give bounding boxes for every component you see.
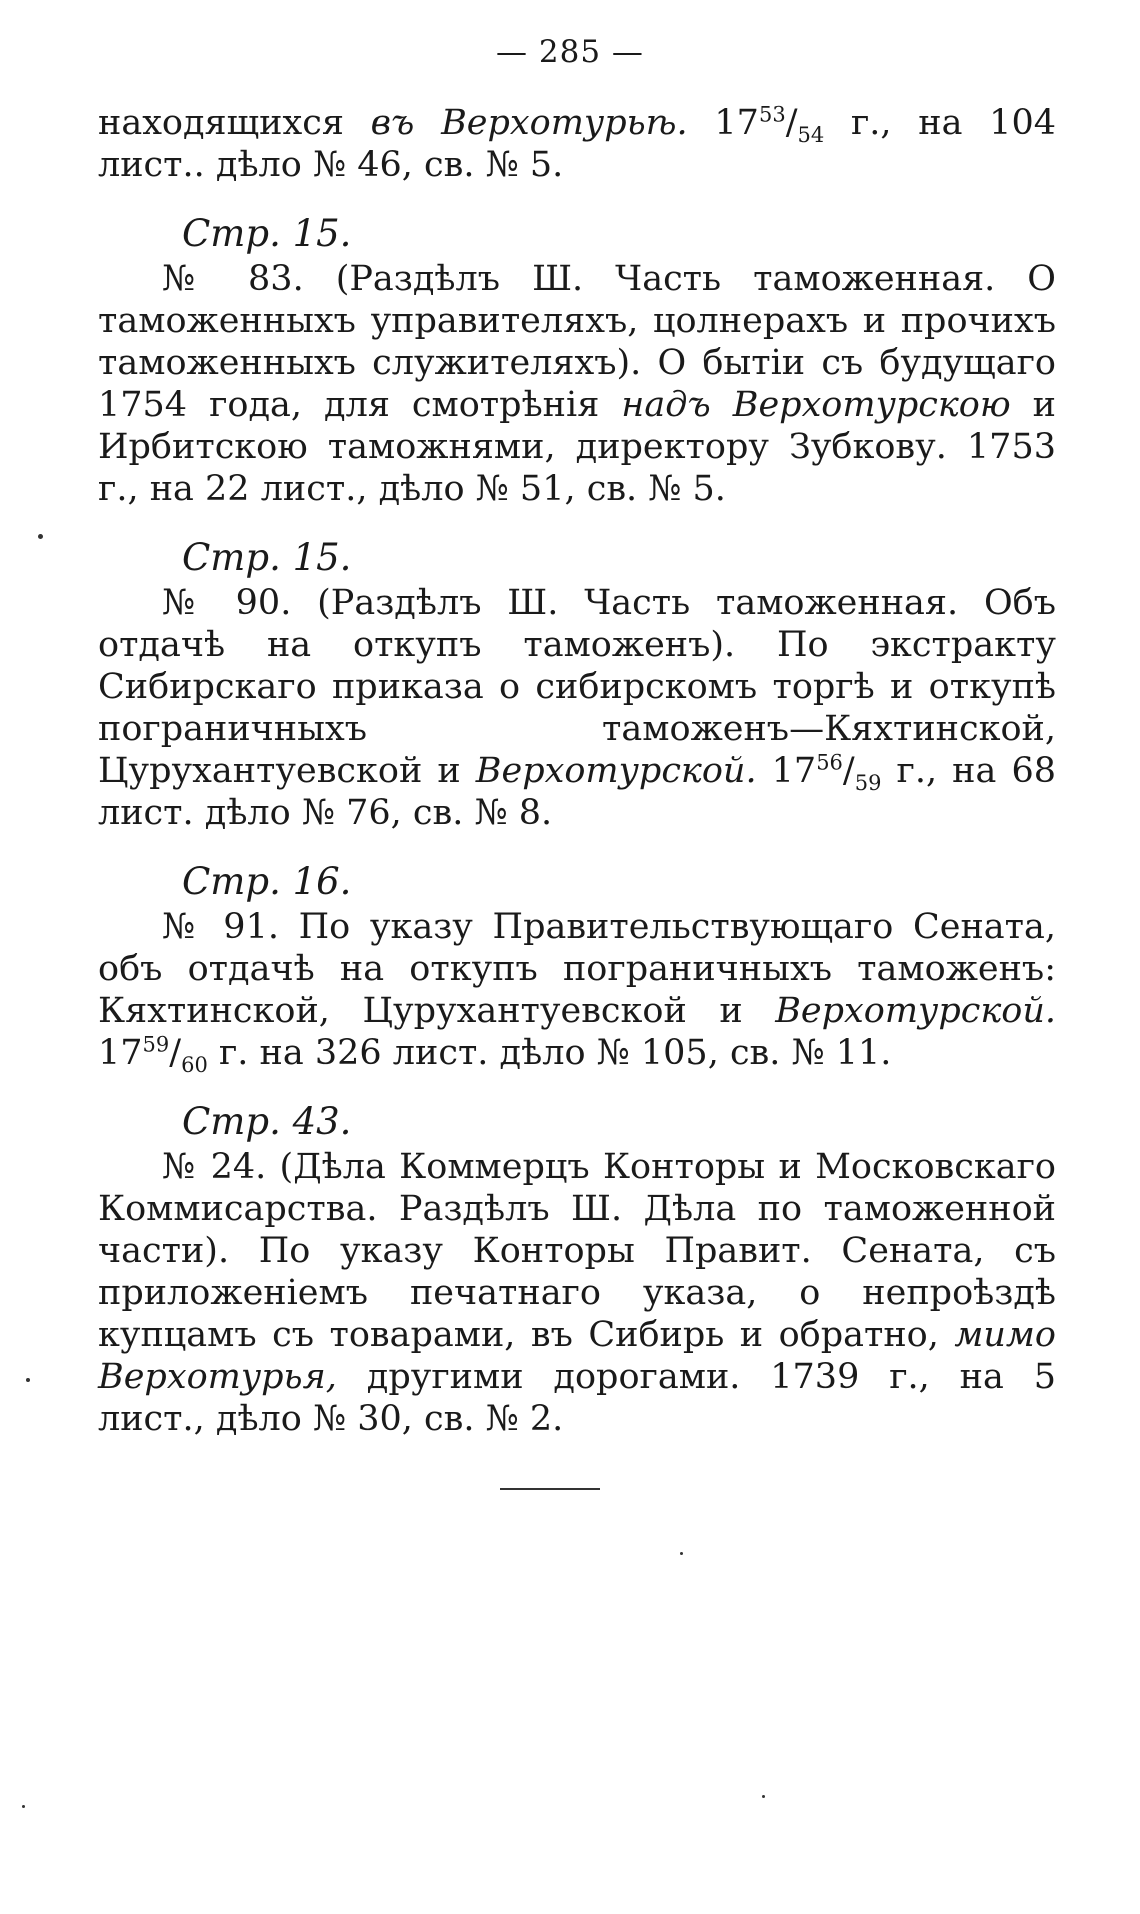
- entry-text: № 24. (Дѣла Коммерцъ Конторы и Московскаго Коммисарства. Раздѣлъ Ш. Дѣла по таможенной части). По указу Конторы Правит. Сената, съ приложеніемъ печатнаго указа, о непроѣздѣ купцамъ съ товарами, въ Сибирь и обратно,: [98, 1147, 1056, 1355]
- entry-text: г. на 326 лист. дѣло № 105, св. № 11.: [207, 1033, 892, 1073]
- entry-year: 17: [98, 1033, 143, 1073]
- scan-speck: [680, 1552, 683, 1555]
- text-column: [98, 102, 1056, 1440]
- entry-paragraph: [98, 1146, 1056, 1440]
- continuation-year: 17: [687, 103, 759, 143]
- continuation-suffix: г., на 104 лист.. дѣло № 46, св. № 5.: [98, 103, 1056, 185]
- page-reference: Стр. 15.: [182, 212, 352, 255]
- entry-year-sup: 59: [142, 1032, 170, 1057]
- scan-speck: [22, 1805, 25, 1808]
- entry-year-sub: 60: [181, 1053, 208, 1077]
- entry-text: № 83. (Раздѣлъ Ш. Часть таможенная. О таможенныхъ управителяхъ, цолнерахъ и прочихъ таможенныхъ служителяхъ). О бытіи съ будущаго 1754 года, для смотрѣнія: [98, 259, 1056, 425]
- scan-speck: [38, 534, 43, 539]
- continuation-year-sub: 54: [797, 123, 825, 147]
- entry-text: г., на 68 лист. дѣло № 76, св. № 8.: [98, 751, 1056, 833]
- entry-paragraph: [98, 258, 1056, 510]
- continuation-paragraph: находящихся въ Верхотурьѣ. $17^{53}/_{54}$ г., на 104 лист.. дѣло № 46, св. № 5.: [98, 102, 1056, 185]
- entry-text: другими дорогами. 1739 г., на 5 лист., дѣло № 30, св. № 2.: [98, 1357, 1056, 1439]
- scan-speck: [762, 1795, 765, 1798]
- entry-italic: мимо Верхотурья,: [98, 1315, 1056, 1397]
- continuation-italic: въ Верхотурьѣ.: [370, 103, 688, 143]
- entry-text: № 90. (Раздѣлъ Ш. Часть таможенная. Объ отдачѣ на откупъ таможенъ). По экстракту Сибирскаго приказа о сибирскомъ торгѣ и откупѣ пограничныхъ таможенъ—Кяхтинской, Цурухантуевской и: [98, 583, 1056, 791]
- page-reference: Стр. 15.: [182, 536, 352, 579]
- entry-italic: надъ Верхотурскою: [621, 385, 1011, 425]
- continuation-year-sup: 53: [758, 102, 786, 127]
- page-reference: Стр. 43.: [182, 1100, 352, 1143]
- entry-italic: Верхотурской.: [775, 991, 1056, 1031]
- page-number: — 285 —: [496, 34, 644, 70]
- entry-text: № 91. По указу Правительствующаго Сената, объ отдачѣ на откупъ пограничныхъ таможенъ: Кяхтинской, Цурухантуевской и: [98, 907, 1056, 1031]
- page-reference: Стр. 16.: [182, 860, 352, 903]
- entry-paragraph: № 91. По указу Правительствующаго Сената, объ отдачѣ на откупъ пограничныхъ таможенъ: Кяхтинской, Цурухантуевской и Верхотурской. $17^{59}/_{60}$ г. на 326 лист. дѣло № 105, св. № 11.: [98, 907, 1056, 1077]
- entry-paragraph: № 90. (Раздѣлъ Ш. Часть таможенная. Объ отдачѣ на откупъ таможенъ). По экстракту Сибирскаго приказа о сибирскомъ торгѣ и откупѣ пограничныхъ таможенъ—Кяхтинской, Цурухантуевской и Верхотурской. $17^{56}/_{59}$ г., на 68 лист. дѣло № 76, св. № 8.: [98, 583, 1056, 833]
- entry-italic: Верхотурской.: [475, 751, 757, 791]
- continuation-prefix: находящихся: [98, 103, 371, 143]
- entry-year-sub: 59: [854, 771, 882, 795]
- entry-text: и Ирбитскою таможнями, директору Зубкову. 1753 г., на 22 лист., дѣло № 51, св. № 5.: [98, 385, 1057, 509]
- scan-speck: [26, 1378, 30, 1382]
- end-rule: [500, 1488, 600, 1490]
- entry-year: 17: [756, 751, 817, 791]
- entry-year-sup: 56: [816, 750, 843, 775]
